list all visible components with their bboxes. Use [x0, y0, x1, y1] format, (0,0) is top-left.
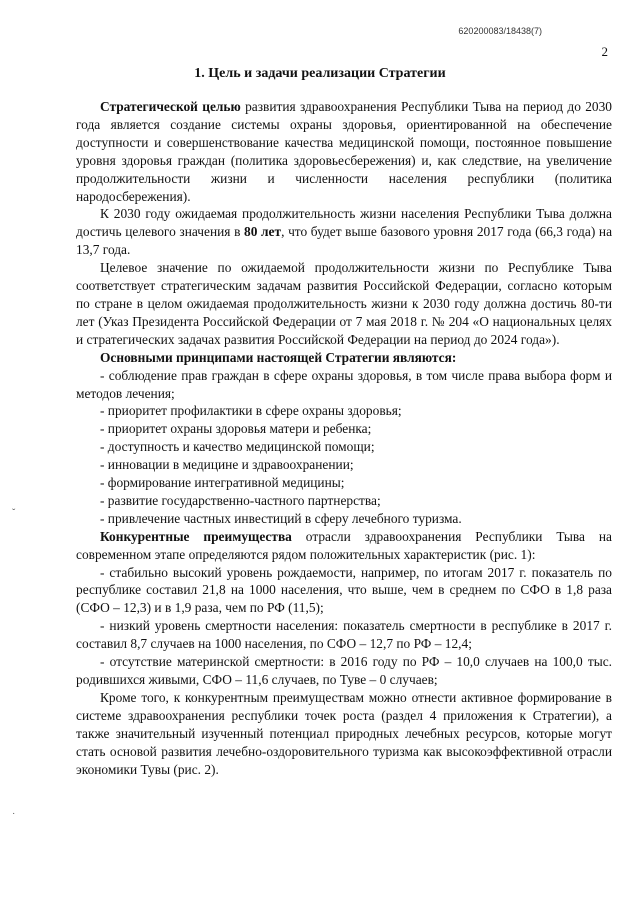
principle-item: - развитие государственно-частного партнерства; — [100, 492, 381, 508]
page-number: 2 — [601, 44, 608, 59]
life-target: 80 лет — [244, 224, 282, 240]
paragraph-final: Кроме того, к конкурентным преимуществам можно отнести активное формирование в системе здравоохранения республики точек роста (раздел 4 приложения к Стратегии), а также значительный изученный потенциал природных лечебных ресурсов, которые могут стать основой развития лечебно-оздоровительного туризма как высокоэффективной отрасли экономики Тувы (рис. 2). — [76, 689, 612, 777]
paragraph-life-expectancy — [76, 205, 612, 259]
principle-item: - приоритет охраны здоровья матери и ребенка; — [100, 421, 372, 437]
scan-mark: ˇ — [12, 508, 16, 519]
document-id: 620200083/18438(7) — [458, 26, 542, 36]
paragraph-goal — [76, 98, 612, 205]
paragraph-advantages — [76, 528, 612, 564]
advantages-term: Конкурентные преимущества — [100, 528, 292, 544]
document-body — [76, 98, 612, 778]
principles-heading-text: Основными принципами настоящей Стратегии являются: — [100, 349, 457, 365]
principle-item: - доступность и качество медицинской помощи; — [100, 439, 375, 455]
scan-mark: ˙ — [12, 812, 16, 823]
principle-item: - формирование интегративной медицины; — [100, 475, 345, 491]
principle-item: - привлечение частных инвестиций в сферу лечебного туризма. — [100, 510, 462, 526]
paragraph-target-value: Целевое значение по ожидаемой продолжительности жизни по Республике Тыва соответствует стратегическим задачам развития Российской Федерации, согласно которым по стране в целом ожидаемая продолжительность жизни к 2030 году должна достичь 80-ти лет (Указ Президента Российской Федерации от 7 мая 2018 г. № 204 «О национальных целях и стратегических задачах развития Российской Федерации на период до 2024 года»). — [76, 260, 612, 347]
advantage-item: - стабильно высокий уровень рождаемости, например, по итогам 2017 г. показатель по республике составил 21,8 на 1000 населения, что выше, чем в среднем по СФО в 1,8 раза (СФО – 12,3) и в 1,9 раза, чем по РФ (11,5); — [76, 564, 612, 616]
advantage-item: - отсутствие материнской смертности: в 2016 году по РФ – 10,0 случаев на 100,0 тыс. родившихся живыми, СФО – 11,6 случаев, по Туве – 0 случаев; — [76, 654, 612, 687]
goal-term: Стратегической целью — [100, 99, 241, 114]
life-text-a: К 2030 году ожидаемая продолжительность жизни населения Республики Тыва должна достичь целевого значения в — [76, 206, 612, 240]
section-title: 1. Цель и задачи реализации Стратегии — [194, 66, 446, 81]
life-text-b: , что будет выше базового уровня 2017 года (66,3 года) на 13,7 года. — [76, 224, 613, 258]
principles-heading — [76, 349, 612, 367]
advantages-text: отрасли здравоохранения Республики Тыва на современном этапе определяются рядом положительных характеристик (рис. 1): — [76, 528, 612, 562]
principle-item: - соблюдение прав граждан в сфере охраны здоровья, в том числе права выбора форм и методов лечения; — [76, 367, 612, 401]
advantage-item: - низкий уровень смертности населения: показатель смертности в республике в 2017 г. составил 8,7 случаев на 1000 населения, по СФО – 12,7 по РФ – 12,4; — [76, 618, 612, 652]
principle-item: - инновации в медицине и здравоохранении; — [100, 457, 354, 473]
principle-item: - приоритет профилактики в сфере охраны здоровья; — [100, 403, 402, 419]
goal-text: развития здравоохранения Республики Тыва на период до 2030 года является создание системы охраны здоровья, ориентированной на обеспечение доступности и совершенствование качества медицинской помощи, постоянное повышение уровня здоровья граждан (политика здоровьесбережения) и, как следствие, на увеличение продолжительности жизни и численности населения республики (политика народосбережения). — [76, 99, 613, 204]
